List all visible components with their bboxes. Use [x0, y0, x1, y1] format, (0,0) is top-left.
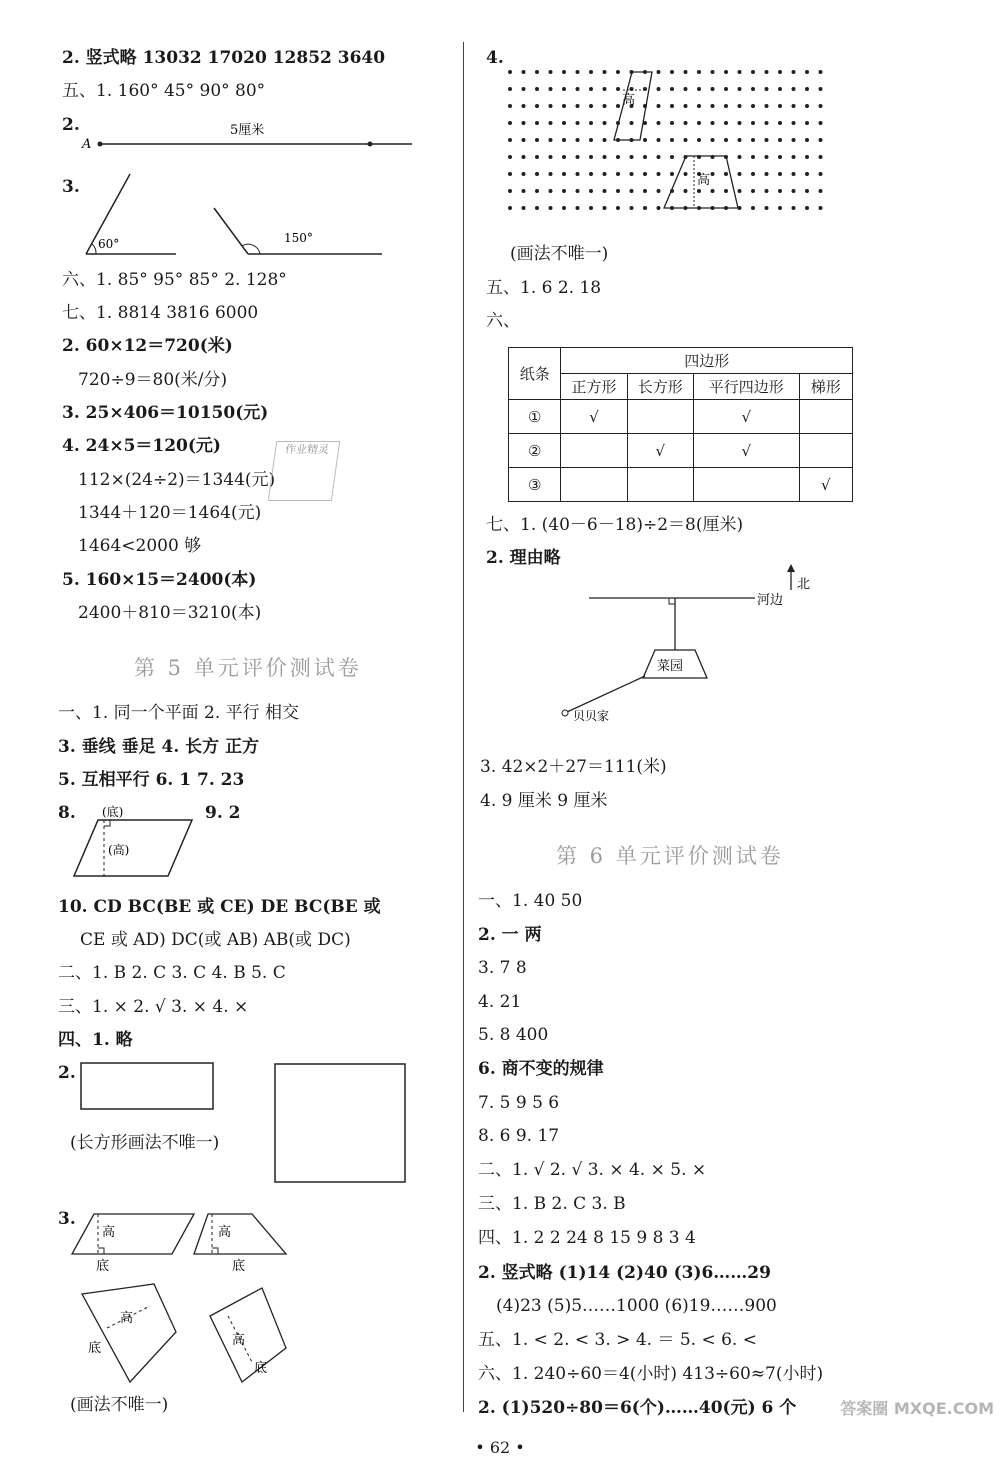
grid-dot — [711, 70, 715, 74]
ans-l06: 七、1. 8814 3816 6000 — [62, 303, 259, 323]
grid-dot — [535, 172, 539, 176]
map-figure — [555, 562, 825, 722]
grid-dot — [616, 155, 620, 159]
grid-dot — [751, 138, 755, 142]
grid-dot — [684, 87, 688, 91]
grid-dot — [738, 104, 742, 108]
ans-l10: 4. 24×5＝120(元) — [62, 436, 221, 456]
grid-dot — [819, 172, 823, 176]
svg-text:高: 高 — [218, 1225, 232, 1240]
grid-dot — [630, 206, 634, 210]
col-header: 长方形 — [627, 374, 693, 400]
grid-dot — [603, 155, 607, 159]
grid-dot — [751, 155, 755, 159]
grid-dot — [819, 121, 823, 125]
grid-dot — [562, 172, 566, 176]
grid-dot — [697, 104, 701, 108]
grid-dot — [630, 155, 634, 159]
grid-dot — [724, 172, 728, 176]
grid-dot — [522, 155, 526, 159]
grid-dot — [805, 70, 809, 74]
grid-dot — [576, 121, 580, 125]
ans-r23: 六、1. 240÷60＝4(小时) 413÷60≈7(小时) — [478, 1364, 824, 1384]
grid-dot — [724, 87, 728, 91]
grid-dot — [589, 155, 593, 159]
point-a-label: A — [82, 137, 92, 152]
grid-dot — [751, 206, 755, 210]
grid-dot — [778, 138, 782, 142]
grid-dot — [630, 172, 634, 176]
grid-dot — [549, 155, 553, 159]
grid-dot — [522, 70, 526, 74]
ans-r08: 4. 9 厘米 9 厘米 — [480, 791, 608, 811]
grid-dot — [603, 138, 607, 142]
grid-dot — [522, 138, 526, 142]
grid-dot — [738, 121, 742, 125]
grid-dot — [643, 138, 647, 142]
grid-dot — [765, 155, 769, 159]
ans-l05: 六、1. 85° 95° 85° 2. 128° — [62, 270, 287, 290]
table-row: ③ √ — [509, 468, 853, 502]
grid-dot — [535, 138, 539, 142]
grid-dot — [508, 206, 512, 210]
ans-r07: 3. 42×2＋27＝111(米) — [480, 757, 667, 777]
grid-dot — [670, 172, 674, 176]
grid-dot — [535, 155, 539, 159]
grid-dot — [657, 155, 661, 159]
grid-dot — [805, 206, 809, 210]
grid-dot — [562, 70, 566, 74]
grid-dot — [508, 189, 512, 193]
ans-l17: 3. 垂线 垂足 4. 长方 正方 — [58, 737, 260, 757]
grid-dot — [603, 121, 607, 125]
ans-r01: 4. — [486, 48, 504, 68]
ans-l28: (画法不唯一) — [70, 1395, 169, 1415]
grid-dot — [819, 104, 823, 108]
angle-figures — [80, 172, 390, 262]
segment-length-label: 5厘米 — [230, 123, 265, 138]
grid-dot — [751, 104, 755, 108]
section-title-unit6: 第 6 单元评价测试卷 — [556, 844, 784, 868]
grid-dot — [697, 189, 701, 193]
grid-dot — [643, 206, 647, 210]
ans-l01: 2. 竖式略 13032 17020 12852 3640 — [62, 48, 386, 68]
grid-dot — [738, 138, 742, 142]
grid-dot — [805, 87, 809, 91]
grid-dot — [589, 206, 593, 210]
ans-r13: 5. 8 400 — [478, 1025, 549, 1045]
svg-text:高: 高 — [622, 93, 636, 108]
ans-r20: 2. 竖式略 (1)14 (2)40 (3)6……29 — [478, 1263, 771, 1283]
ans-l22: 二、1. B 2. C 3. C 4. B 5. C — [58, 963, 286, 983]
grid-dot — [805, 189, 809, 193]
table-row: ① √ √ — [509, 400, 853, 434]
grid-dot — [778, 155, 782, 159]
height-label: (高) — [108, 843, 130, 857]
svg-text:高: 高 — [697, 173, 711, 188]
grid-dot — [616, 206, 620, 210]
grid-dot — [805, 121, 809, 125]
grid-dot — [657, 104, 661, 108]
grid-dot — [711, 121, 715, 125]
grid-dot — [508, 138, 512, 142]
grid-dot — [711, 87, 715, 91]
grid-dot — [549, 70, 553, 74]
grid-dot — [630, 121, 634, 125]
ans-l09: 3. 25×406＝10150(元) — [62, 403, 269, 423]
grid-dot — [778, 87, 782, 91]
grid-dot — [562, 104, 566, 108]
grid-dot — [562, 189, 566, 193]
grid-dot — [643, 189, 647, 193]
grid-dot — [522, 87, 526, 91]
grid-dot — [562, 138, 566, 142]
table-group-header: 四边形 — [561, 348, 853, 374]
grid-dot — [535, 87, 539, 91]
ans-r02: (画法不唯一) — [510, 244, 609, 264]
grid-dot — [549, 87, 553, 91]
grid-dot — [792, 206, 796, 210]
grid-dot — [724, 121, 728, 125]
grid-dot — [670, 104, 674, 108]
table-row-header: 纸条 — [509, 348, 561, 400]
grid-dot — [657, 172, 661, 176]
grid-dot — [819, 138, 823, 142]
ans-l19b: 9. 2 — [205, 803, 241, 823]
ans-r14: 6. 商不变的规律 — [478, 1059, 604, 1079]
grid-dot — [670, 121, 674, 125]
svg-text:底: 底 — [96, 1259, 110, 1274]
grid-dot — [697, 70, 701, 74]
col-header: 平行四边形 — [693, 374, 799, 400]
grid-dot — [616, 172, 620, 176]
grid-dot — [792, 189, 796, 193]
angle-150-label: 150° — [284, 231, 313, 245]
grid-dot — [778, 121, 782, 125]
ans-l14: 5. 160×15＝2400(本) — [62, 570, 257, 590]
grid-dot — [819, 189, 823, 193]
ans-r17: 二、1. √ 2. √ 3. × 4. × 5. × — [478, 1160, 707, 1180]
grid-dot — [603, 172, 607, 176]
grid-dot — [765, 104, 769, 108]
grid-dot — [576, 87, 580, 91]
grid-dot — [778, 104, 782, 108]
grid-dot — [805, 155, 809, 159]
ans-r18: 三、1. B 2. C 3. B — [478, 1194, 626, 1214]
ans-l21: CE 或 AD) DC(或 AB) AB(或 DC) — [80, 930, 351, 950]
grid-dot — [535, 189, 539, 193]
svg-text:高: 高 — [120, 1311, 134, 1326]
ans-r10: 2. 一 两 — [478, 925, 542, 945]
grid-dot — [616, 104, 620, 108]
ans-l15: 2400＋810＝3210(本) — [78, 603, 262, 623]
grid-dot — [522, 121, 526, 125]
svg-text:底: 底 — [232, 1259, 246, 1274]
grid-dot — [549, 104, 553, 108]
grid-dot — [576, 155, 580, 159]
parallelogram-figure — [68, 800, 198, 880]
grid-dot — [778, 189, 782, 193]
table-row: ② √ √ — [509, 434, 853, 468]
ans-l13: 1464<2000 够 — [78, 536, 202, 556]
ans-l16: 一、1. 同一个平面 2. 平行 相交 — [58, 703, 300, 723]
column-divider — [463, 42, 464, 1412]
ans-l03: 2. — [62, 115, 80, 135]
svg-text:高: 高 — [232, 1333, 246, 1348]
grid-dot — [522, 206, 526, 210]
grid-dot — [522, 189, 526, 193]
grid-dot — [778, 206, 782, 210]
grid-dot — [738, 70, 742, 74]
grid-dot — [535, 104, 539, 108]
grid-dot — [684, 172, 688, 176]
grid-dot — [508, 121, 512, 125]
grid-dot — [657, 70, 661, 74]
ans-l04: 3. — [62, 177, 80, 197]
grid-dot — [670, 155, 674, 159]
grid-dot — [589, 189, 593, 193]
grid-dot — [535, 121, 539, 125]
grid-dot — [792, 155, 796, 159]
grid-dot — [576, 70, 580, 74]
garden-label: 菜园 — [657, 659, 684, 674]
grid-dot — [711, 172, 715, 176]
grid-dot — [684, 121, 688, 125]
watermark: 答案圈 MXQE.COM — [840, 1399, 994, 1418]
grid-dot — [643, 155, 647, 159]
grid-dot — [549, 206, 553, 210]
grid-dot — [792, 87, 796, 91]
dot-grid-figure — [505, 68, 825, 210]
grid-dot — [603, 206, 607, 210]
grid-dot — [778, 70, 782, 74]
grid-dot — [711, 138, 715, 142]
grid-dot — [549, 172, 553, 176]
grid-dot — [724, 189, 728, 193]
grid-dot — [603, 104, 607, 108]
grid-dot — [657, 121, 661, 125]
grid-dot — [508, 70, 512, 74]
angle-60-label: 60° — [98, 237, 120, 251]
grid-dot — [616, 189, 620, 193]
grid-dot — [562, 155, 566, 159]
grid-dot — [576, 206, 580, 210]
grid-dot — [724, 104, 728, 108]
grid-dot — [603, 87, 607, 91]
grid-dot — [724, 70, 728, 74]
grid-dot — [751, 121, 755, 125]
grid-dot — [792, 104, 796, 108]
grid-dot — [562, 206, 566, 210]
grid-dot — [589, 87, 593, 91]
ans-l08: 720÷9＝80(米/分) — [78, 370, 228, 390]
quadrilateral-table — [508, 347, 853, 502]
river-label: 河边 — [757, 593, 784, 608]
grid-dot — [522, 172, 526, 176]
grid-dot — [765, 70, 769, 74]
ans-r22: 五、1. < 2. < 3. > 4. ＝ 5. < 6. < — [478, 1330, 757, 1350]
grid-dot — [522, 104, 526, 108]
grid-dot — [670, 138, 674, 142]
grid-dot — [589, 172, 593, 176]
grid-dot — [751, 189, 755, 193]
grid-dot — [670, 87, 674, 91]
height-figures — [68, 1208, 298, 1388]
grid-dot — [670, 70, 674, 74]
grid-dot — [792, 70, 796, 74]
grid-dot — [778, 172, 782, 176]
ans-l02: 五、1. 160° 45° 90° 80° — [62, 81, 266, 101]
svg-text:高: 高 — [102, 1225, 116, 1240]
ans-l18: 5. 互相平行 6. 1 7. 23 — [58, 770, 245, 790]
grid-dot — [684, 70, 688, 74]
grid-dot — [765, 121, 769, 125]
grid-dot — [630, 189, 634, 193]
grid-dot — [805, 138, 809, 142]
ans-l12: 1344＋120＝1464(元) — [78, 503, 262, 523]
grid-dot — [508, 172, 512, 176]
grid-dot — [765, 138, 769, 142]
grid-dot — [535, 70, 539, 74]
grid-dot — [792, 172, 796, 176]
grid-dot — [549, 138, 553, 142]
page-number: • 62 • — [475, 1438, 525, 1457]
grid-dot — [711, 189, 715, 193]
ans-r04: 六、 — [486, 311, 520, 331]
grid-dot — [657, 87, 661, 91]
grid-dot — [684, 189, 688, 193]
grid-dot — [792, 138, 796, 142]
grid-dot — [589, 70, 593, 74]
ans-l26: (长方形画法不唯一) — [70, 1133, 220, 1153]
grid-dot — [805, 104, 809, 108]
grid-dot — [576, 104, 580, 108]
grid-dot — [589, 104, 593, 108]
ans-r12: 4. 21 — [478, 992, 522, 1012]
ans-r19: 四、1. 2 2 24 8 15 9 8 3 4 — [478, 1228, 696, 1248]
ans-l19a: 8. — [58, 803, 76, 823]
grid-dot — [684, 104, 688, 108]
grid-dot — [751, 70, 755, 74]
grid-dot — [751, 87, 755, 91]
ans-l27: 3. — [58, 1209, 76, 1229]
grid-dot — [697, 121, 701, 125]
grid-dot — [589, 138, 593, 142]
grid-dot — [711, 104, 715, 108]
grid-dot — [805, 172, 809, 176]
grid-dot — [549, 189, 553, 193]
ans-l24: 四、1. 略 — [58, 1030, 133, 1050]
ans-r11: 3. 7 8 — [478, 958, 527, 978]
grid-dot — [765, 189, 769, 193]
col-header: 正方形 — [561, 374, 627, 400]
grid-dot — [603, 189, 607, 193]
grid-dot — [751, 172, 755, 176]
grid-dot — [508, 87, 512, 91]
home-label: 贝贝家 — [573, 709, 610, 723]
grid-dot — [589, 121, 593, 125]
col-header: 梯形 — [799, 374, 852, 400]
grid-dot — [684, 138, 688, 142]
grid-dot — [819, 87, 823, 91]
ans-l20: 10. CD BC(BE 或 CE) DE BC(BE 或 — [58, 897, 381, 917]
svg-text:底: 底 — [254, 1361, 268, 1376]
grid-dot — [819, 155, 823, 159]
grid-dot — [697, 87, 701, 91]
grid-dot — [697, 138, 701, 142]
ans-l23: 三、1. × 2. √ 3. × 4. × — [58, 997, 249, 1017]
grid-dot — [616, 70, 620, 74]
ans-l11: 112×(24÷2)＝1344(元) — [78, 470, 276, 490]
ans-r03: 五、1. 6 2. 18 — [486, 278, 602, 298]
rectangle-square-figure — [80, 1062, 410, 1184]
line-segment-figure — [80, 120, 420, 154]
svg-text:底: 底 — [88, 1341, 102, 1356]
ans-r21: (4)23 (5)5……1000 (6)19……900 — [496, 1296, 777, 1316]
grid-dot — [616, 87, 620, 91]
grid-dot — [508, 104, 512, 108]
grid-dot — [765, 206, 769, 210]
grid-dot — [765, 87, 769, 91]
north-label: 北 — [797, 577, 811, 592]
ans-r09: 一、1. 40 50 — [478, 891, 583, 911]
grid-dot — [603, 70, 607, 74]
grid-dot — [738, 87, 742, 91]
grid-dot — [576, 189, 580, 193]
ans-r24: 2. (1)520÷80＝6(个)……40(元) 6 个 — [478, 1398, 797, 1418]
grid-dot — [576, 172, 580, 176]
grid-dot — [724, 138, 728, 142]
section-title-unit5: 第 5 单元评价测试卷 — [134, 656, 362, 680]
ans-r05: 七、1. (40－6－18)÷2＝8(厘米) — [486, 515, 744, 535]
grid-dot — [508, 155, 512, 159]
grid-dot — [657, 138, 661, 142]
base-label: (底) — [102, 805, 124, 819]
ans-r16: 8. 6 9. 17 — [478, 1126, 560, 1146]
ans-l07: 2. 60×12＝720(米) — [62, 336, 233, 356]
ans-r15: 7. 5 9 5 6 — [478, 1093, 560, 1113]
grid-dot — [657, 189, 661, 193]
grid-dot — [562, 121, 566, 125]
grid-dot — [576, 138, 580, 142]
ans-r06: 2. 理由略 — [486, 548, 561, 568]
ans-l25: 2. — [58, 1063, 76, 1083]
grid-dot — [765, 172, 769, 176]
grid-dot — [657, 206, 661, 210]
grid-dot — [819, 206, 823, 210]
grid-dot — [792, 121, 796, 125]
grid-dot — [535, 206, 539, 210]
grid-dot — [738, 189, 742, 193]
grid-dot — [819, 70, 823, 74]
stamp-graphic: 作业精灵 — [268, 441, 340, 501]
grid-dot — [643, 172, 647, 176]
grid-dot — [549, 121, 553, 125]
grid-dot — [738, 172, 742, 176]
grid-dot — [738, 155, 742, 159]
grid-dot — [562, 87, 566, 91]
